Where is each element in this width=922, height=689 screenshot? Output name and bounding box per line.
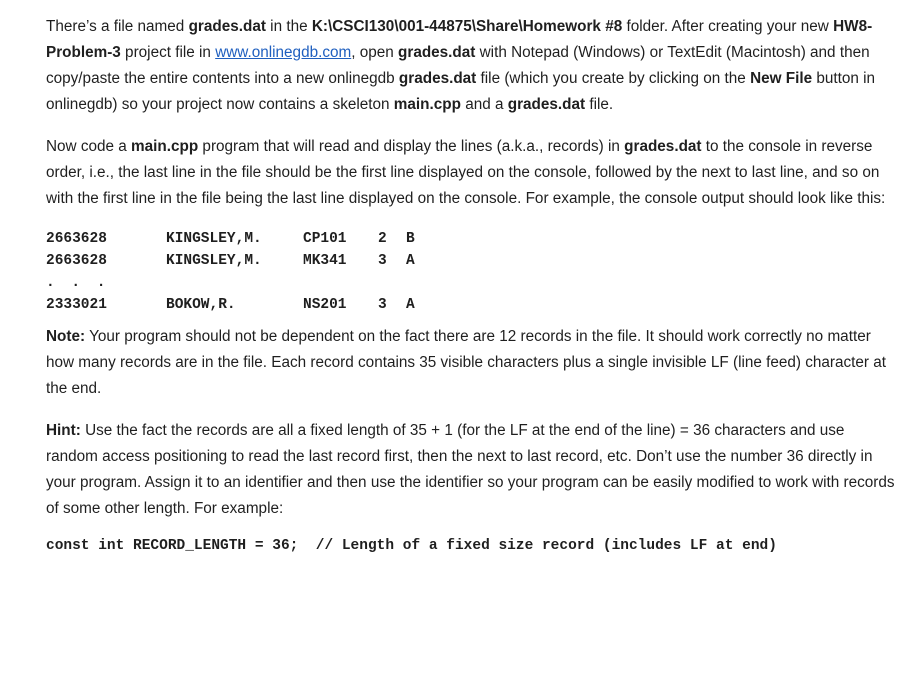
record-ellipsis-row [46, 272, 436, 294]
hint-label: Hint: [46, 422, 81, 439]
text-run: to the console in reverse order, i.e., the last line in the file should be the first line displayed on the console, followed by the next to last line, and so on with the first line in the file being the last line displayed on the console. For example, the console output should look like this: [46, 138, 886, 207]
text-run: in the [265, 18, 312, 35]
record-grade: A [406, 253, 415, 269]
text-run: and a [460, 96, 508, 113]
filename-grades-dat: grades.dat [624, 138, 702, 155]
ellipsis: . . . [46, 275, 110, 291]
record-grade [406, 272, 436, 294]
record-id: 2663628 [46, 231, 107, 247]
record-units: 3 [378, 253, 387, 269]
filename-grades-dat: grades.dat [188, 18, 266, 35]
record-row [46, 294, 436, 316]
record-course: MK341 [303, 253, 347, 269]
document-body [46, 14, 896, 554]
record-grade: B [406, 231, 415, 247]
record-grade: A [406, 297, 415, 313]
record-units: 3 [378, 297, 387, 313]
filename-main-cpp: main.cpp [393, 96, 461, 113]
console-output-example [46, 228, 436, 316]
hint-paragraph [46, 418, 896, 522]
note-text: Your program should not be dependent on the fact there are 12 records in the file. It should work correctly no matter how many records are in the file. Each record contains 35 visible characters plus a single invisible LF (line feed) character at the end. [46, 328, 887, 397]
text-run: file (which you create by clicking on the [476, 70, 751, 87]
text-run: with Notepad (Windows) or TextEdit (Macintosh) and then copy/paste the entire contents into a new onlinegdb [46, 44, 870, 87]
filename-grades-dat: grades.dat [398, 44, 476, 61]
record-name: BOKOW,R. [166, 297, 236, 313]
record-course [303, 272, 378, 294]
record-id: 2663628 [46, 253, 107, 269]
record-course: NS201 [303, 297, 347, 313]
record-name [166, 272, 303, 294]
hint-text: Use the fact the records are all a fixed length of 35 + 1 (for the LF at the end of the line) = 36 characters and use random access positioning to read the last record first, then the next to last record, etc. Don’t use the number 36 directly in your program. Assign it to an identifier and then use the identifier so your program can be easily modified to work with records of some other length. For example: [46, 422, 895, 517]
task-paragraph [46, 134, 896, 212]
text-run: folder. After creating your new [622, 18, 834, 35]
text-run: , open [351, 44, 399, 61]
text-run: file. [585, 96, 614, 113]
intro-paragraph [46, 14, 896, 118]
record-course: CP101 [303, 231, 347, 247]
text-run: There’s a file named [46, 18, 189, 35]
record-units [378, 272, 406, 294]
record-name: KINGSLEY,M. [166, 231, 262, 247]
record-units: 2 [378, 231, 387, 247]
folder-path: K:\CSCI130\001-44875\Share\Homework #8 [311, 18, 623, 35]
record-row [46, 228, 436, 250]
filename-main-cpp: main.cpp [131, 138, 199, 155]
onlinegdb-link[interactable]: www.onlinegdb.com [215, 44, 352, 61]
filename-grades-dat: grades.dat [507, 96, 586, 113]
record-row [46, 250, 436, 272]
text-run: Now code a [46, 138, 132, 155]
record-name: KINGSLEY,M. [166, 253, 262, 269]
record-id: 2333021 [46, 297, 107, 313]
text-run: button in onlinegdb) so your project now contains a skeleton [46, 70, 876, 113]
code-example: const int RECORD_LENGTH = 36; // Length of a fixed size record (includes LF at end) [46, 538, 777, 554]
project-name: HW8-Problem-3 [46, 18, 873, 61]
note-label: Note: [46, 328, 86, 345]
new-file-button-name: New File [750, 70, 813, 87]
filename-grades-dat: grades.dat [398, 70, 477, 87]
text-run: program that will read and display the lines (a.k.a., records) in [198, 138, 625, 155]
note-paragraph [46, 324, 896, 402]
text-run: project file in [120, 44, 216, 61]
